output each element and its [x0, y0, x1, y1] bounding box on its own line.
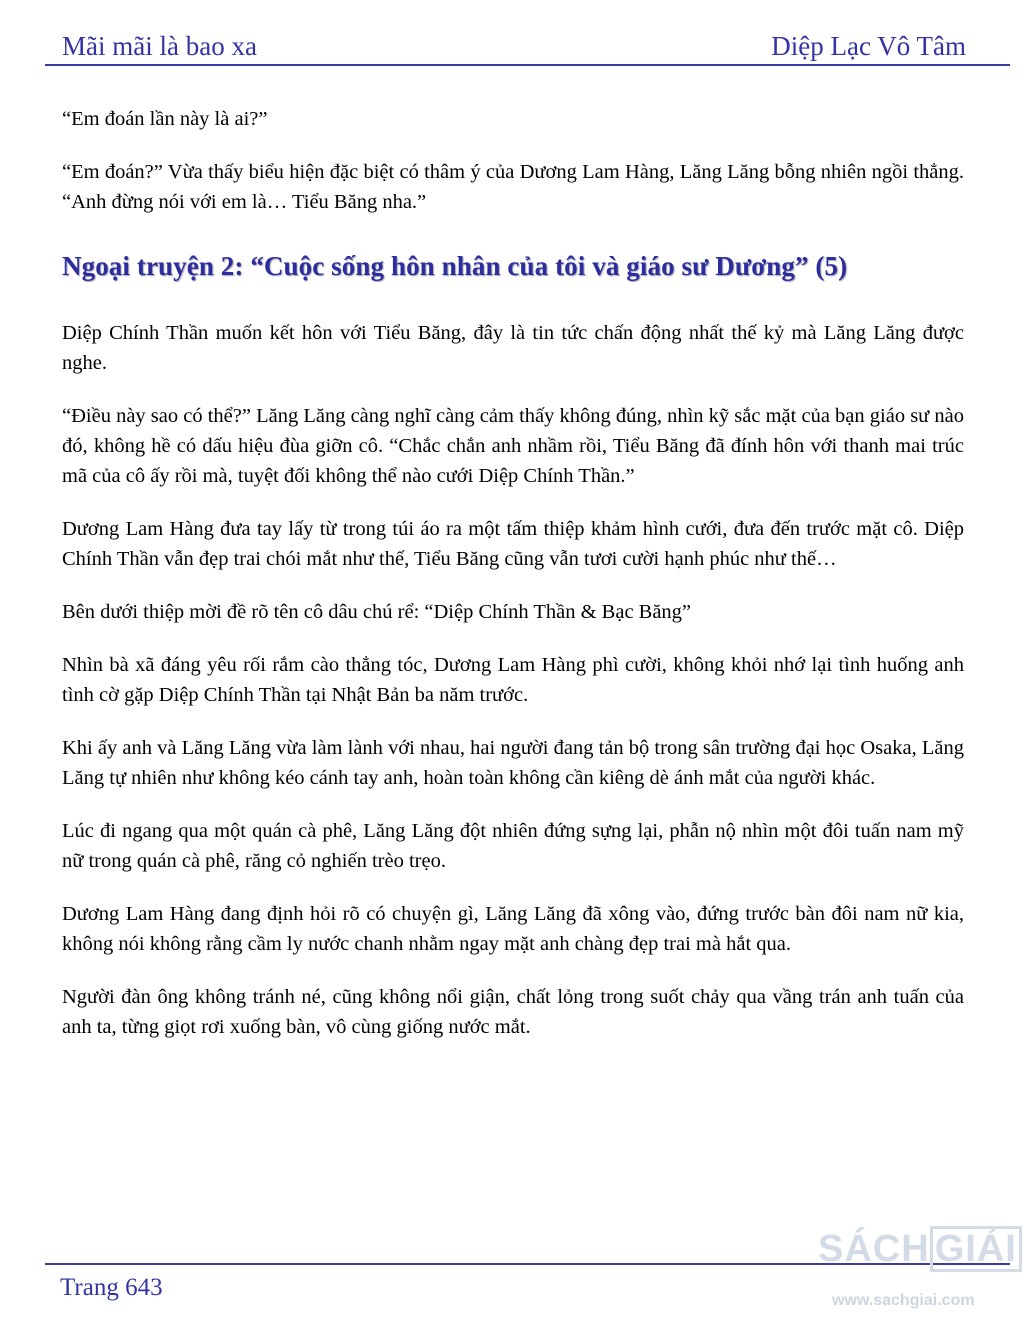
paragraph: Diệp Chính Thần muốn kết hôn với Tiểu Băng, đây là tin tức chấn động nhất thế kỷ mà Lăng Lăng được nghe.: [62, 322, 964, 374]
watermark-logo-left: SÁCH: [818, 1228, 930, 1270]
paragraph: Người đàn ông không tránh né, cũng không nổi giận, chất lỏng trong suốt chảy qua vầng trán anh tuấn của anh ta, từng giọt rơi xuống bàn, vô cùng giống nước mắt.: [62, 986, 964, 1038]
watermark-logo: [818, 1226, 1022, 1272]
paragraph: Dương Lam Hàng đưa tay lấy từ trong túi áo ra một tấm thiệp khảm hình cưới, đưa đến trước mặt cô. Diệp Chính Thần vẫn đẹp trai chói mắt như thế, Tiểu Băng cũng vẫn tươi cười hạnh phúc như thế…: [62, 518, 964, 570]
paragraph: “Em đoán?” Vừa thấy biểu hiện đặc biệt có thâm ý của Dương Lam Hàng, Lăng Lăng bỗng nhiên ngồi thẳng. “Anh đừng nói với em là… Tiểu Băng nha.”: [62, 161, 964, 213]
paragraph: Lúc đi ngang qua một quán cà phê, Lăng Lăng đột nhiên đứng sựng lại, phẫn nộ nhìn một đôi tuấn nam mỹ nữ trong quán cà phê, răng cỏ nghiến trèo trẹo.: [62, 820, 964, 872]
paragraph: Dương Lam Hàng đang định hỏi rõ có chuyện gì, Lăng Lăng đã xông vào, đứng trước bàn đôi nam nữ kia, không nói không rằng cầm ly nước chanh nhằm ngay mặt anh chàng đẹp trai mà hắt qua.: [62, 903, 964, 955]
page-body: [62, 104, 964, 1065]
author-name: Diệp Lạc Vô Tâm: [771, 31, 966, 61]
chapter-title: Ngoại truyện 2: “Cuộc sống hôn nhân của tôi và giáo sư Dương” (5): [62, 251, 848, 281]
paragraph: Bên dưới thiệp mời đề rõ tên cô dâu chú rể: “Diệp Chính Thần & Bạc Băng”: [62, 601, 692, 623]
watermark-url: www.sachgiai.com: [832, 1292, 975, 1309]
paragraph: Nhìn bà xã đáng yêu rối rắm cào thẳng tóc, Dương Lam Hàng phì cười, không khỏi nhớ lại tình huống anh tình cờ gặp Diệp Chính Thần tại Nhật Bản ba năm trước.: [62, 654, 964, 706]
page-header: [62, 26, 966, 62]
header-divider: [45, 64, 1010, 66]
paragraph: “Điều này sao có thể?” Lăng Lăng càng nghĩ càng cảm thấy không đúng, nhìn kỹ sắc mặt của bạn giáo sư nào đó, không hề có dấu hiệu đùa giỡn cô. “Chắc chắn anh nhầm rồi, Tiểu Băng đã đính hôn với thanh mai trúc mã của cô ấy rồi mà, tuyệt đối không thể nào cưới Diệp Chính Thần.”: [62, 405, 964, 487]
paragraph: “Em đoán lần này là ai?”: [62, 108, 268, 130]
watermark: [818, 1226, 1018, 1320]
book-title: Mãi mãi là bao xa: [62, 31, 257, 61]
watermark-logo-right: GIẢI: [930, 1226, 1022, 1272]
page-number: Trang 643: [60, 1274, 163, 1301]
paragraph: Khi ấy anh và Lăng Lăng vừa làm lành với nhau, hai người đang tản bộ trong sân trường đại học Osaka, Lăng Lăng tự nhiên như không kéo cánh tay anh, hoàn toàn không cần kiêng dè ánh mắt của người khác.: [62, 737, 964, 789]
